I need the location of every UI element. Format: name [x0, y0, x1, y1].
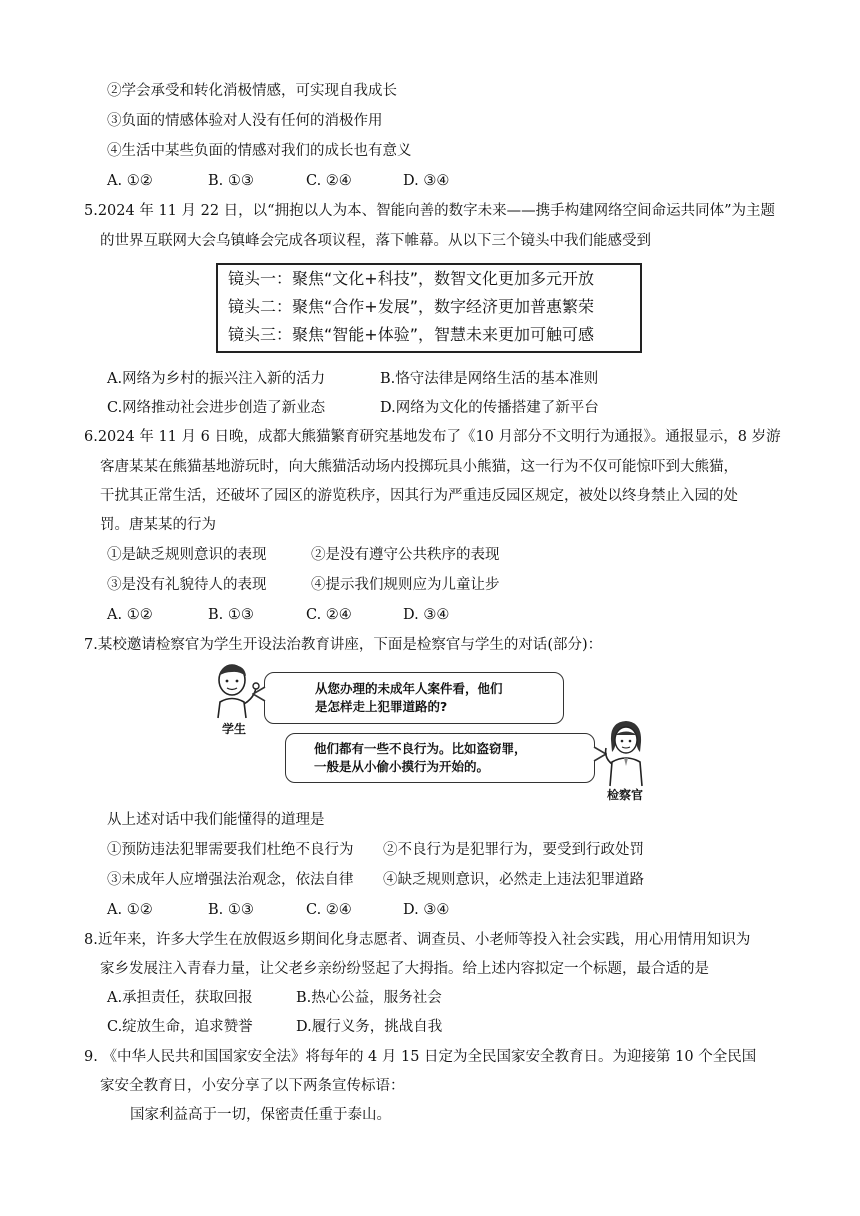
q5-stem-line-1: 5.2024 年 11 月 22 日，以“拥抱以人为本、智能向善的数字未来——携手构建网络空间命运共同体”为主题	[84, 203, 776, 219]
q7-item-1: ①预防违法犯罪需要我们杜绝不良行为	[107, 842, 354, 858]
q4-option-b: B. ①③	[208, 173, 254, 189]
q4-item-2: ②学会承受和转化消极情感，可实现自我成长	[107, 83, 397, 99]
q7-question: 从上述对话中我们能懂得的道理是	[107, 812, 325, 828]
q5-option-c: C.网络推动社会进步创造了新业态	[107, 400, 326, 416]
q5-option-b: B.恪守法律是网络生活的基本准则	[380, 371, 599, 387]
q8-option-d: D.履行义务，挑战自我	[296, 1019, 443, 1035]
prosecutor-bubble-line-1: 他们都有一些不良行为。比如盗窃罪，	[314, 741, 527, 756]
q4-option-a: A. ①②	[107, 173, 153, 189]
q4-item-3: ③负面的情感体验对人没有任何的消极作用	[107, 113, 383, 129]
q9-stem-line-1: 9. 《中华人民共和国国家安全法》将每年的 4 月 15 日定为全民国家安全教育日。为迎接第 10 个全民国	[84, 1049, 757, 1065]
q7-item-2: ②不良行为是犯罪行为，要受到行政处罚	[383, 842, 644, 858]
prosecutor-figure-icon	[602, 718, 650, 788]
q9-slogan: 国家利益高于一切，保密责任重于泰山。	[130, 1107, 391, 1123]
q6-option-d: D. ③④	[403, 607, 450, 623]
q4-option-d: D. ③④	[403, 173, 450, 189]
prosecutor-label: 检察官	[607, 788, 644, 802]
q7-option-b: B. ①③	[208, 902, 254, 918]
q5-scene-2: 镜头二：聚焦“合作+发展”，数字经济更加普惠繁荣	[228, 297, 594, 316]
q7-item-3: ③未成年人应增强法治观念，依法自律	[107, 872, 354, 888]
q4-item-4: ④生活中某些负面的情感对我们的成长也有意义	[107, 143, 412, 159]
q6-item-3: ③是没有礼貌待人的表现	[107, 577, 267, 593]
q6-stem-line-2: 客唐某某在熊猫基地游玩时，向大熊猫活动场内投掷玩具小熊猫，这一行为不仅可能惊吓到大熊猫，	[100, 459, 738, 475]
q6-item-4: ④提示我们规则应为儿童让步	[311, 577, 500, 593]
q7-option-c: C. ②④	[306, 902, 352, 918]
q5-scene-1: 镜头一：聚焦“文化+科技”，数智文化更加多元开放	[228, 269, 594, 288]
q6-item-2: ②是没有遵守公共秩序的表现	[311, 547, 500, 563]
q8-option-a: A.承担责任，获取回报	[107, 990, 253, 1006]
q6-stem-line-3: 干扰其正常生活，还破坏了园区的游览秩序，因其行为严重违反园区规定，被处以终身禁止入园的处	[100, 488, 738, 504]
q6-option-a: A. ①②	[107, 607, 153, 623]
student-bubble-line-1: 从您办理的未成年人案件看，他们	[315, 681, 503, 696]
student-bubble-line-2: 是怎样走上犯罪道路的?	[315, 699, 448, 714]
q5-scene-3: 镜头三：聚焦“智能+体验”，智慧未来更加可触可感	[228, 325, 594, 344]
q6-option-b: B. ①③	[208, 607, 254, 623]
q7-option-a: A. ①②	[107, 902, 153, 918]
q7-stem: 7.某校邀请检察官为学生开设法治教育讲座，下面是检察官与学生的对话(部分)：	[84, 637, 603, 653]
q7-item-4: ④缺乏规则意识，必然走上违法犯罪道路	[383, 872, 644, 888]
q8-stem-line-2: 家乡发展注入青春力量，让父老乡亲纷纷竖起了大拇指。给上述内容拟定一个标题，最合适的是	[100, 961, 709, 977]
q6-option-c: C. ②④	[306, 607, 352, 623]
q5-option-d: D.网络为文化的传播搭建了新平台	[380, 400, 599, 416]
prosecutor-speech-bubble	[285, 733, 595, 783]
prosecutor-bubble-line-2: 一般是从小偷小摸行为开始的。	[314, 759, 490, 774]
q6-item-1: ①是缺乏规则意识的表现	[107, 547, 267, 563]
student-speech-bubble	[264, 672, 564, 724]
q5-option-a: A.网络为乡村的振兴注入新的活力	[107, 371, 326, 387]
q5-scene-box	[216, 263, 642, 353]
q9-stem-line-2: 家安全教育日，小安分享了以下两条宣传标语：	[100, 1078, 405, 1094]
q7-option-d: D. ③④	[403, 902, 450, 918]
q8-stem-line-1: 8.近年来，许多大学生在放假返乡期间化身志愿者、调查员、小老师等投入社会实践，用心用情用知识为	[84, 932, 751, 948]
q6-stem-line-1: 6.2024 年 11 月 6 日晚，成都大熊猫繁育研究基地发布了《10 月部分不文明行为通报》。通报显示，8 岁游	[84, 429, 781, 445]
q4-option-c: C. ②④	[306, 173, 352, 189]
student-bubble-tail-icon	[252, 686, 266, 702]
q8-option-b: B.热心公益，服务社会	[296, 990, 442, 1006]
q5-stem-line-2: 的世界互联网大会乌镇峰会完成各项议程，落下帷幕。从以下三个镜头中我们能感受到	[100, 233, 651, 249]
q8-option-c: C.绽放生命，追求赞誉	[107, 1019, 253, 1035]
student-label: 学生	[222, 722, 247, 736]
q6-stem-line-4: 罚。唐某某的行为	[100, 517, 216, 533]
